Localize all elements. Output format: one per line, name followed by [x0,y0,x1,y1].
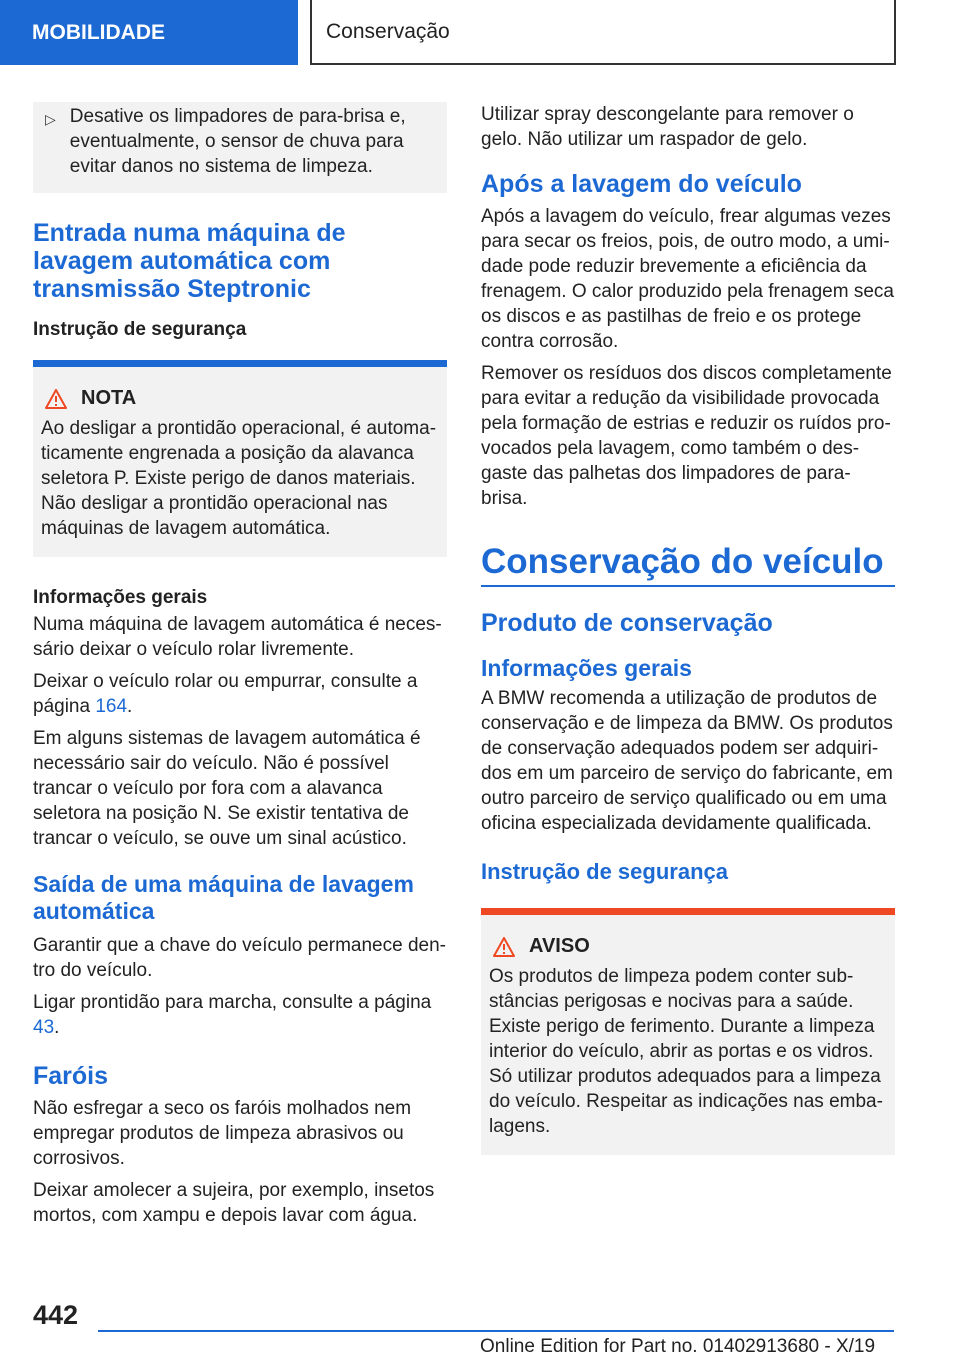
heading-safety: Instrução de segurança [33,319,247,340]
paragraph: Deixar o veículo rolar ou empurrar, consulte a página 164. [33,671,418,717]
paragraph: Remover os resíduos dos discos completamente para evitar a redução da visibilidade provocada pela formação de estrias e reduzir os ruídos provocados pela lavagem, como também o desgaste das palhetas dos limpadores de para-brisa. [481,363,892,509]
heading-vehicle-conservation: Conservação do veículo [481,541,895,587]
heading-general: Informações gerais [481,655,692,681]
warning-title: AVISO [489,935,887,958]
warning-triangle-icon [493,937,515,957]
heading-product: Produto de conservação [481,609,773,637]
warning-text: Os produtos de limpeza podem conter substâncias perigosas e nocivas para a saúde. Existe perigo de ferimento. Durante a limpeza interior do veículo, abrir as portas e os vidros. Só utilizar produtos adequados para a limpeza do veículo. Respeitar as indicações nas embalagens. [489,966,883,1137]
page-reference-link[interactable]: 43 [33,1017,55,1038]
page-number: 442 [33,1300,79,1330]
paragraph: Ligar prontidão para marcha, consulte a página 43. [33,992,432,1038]
heading-lights: Faróis [33,1062,109,1090]
note-title: NOTA [41,387,439,410]
left-column [33,102,447,1235]
footer-divider [98,1330,894,1332]
paragraph: Garantir que a chave do veículo permanece dentro do veículo. [33,935,446,981]
note-text: Ao desligar a prontidão operacional, é automaticamente engrenada a posição da alavanca seletora P. Existe perigo de danos materiais. Não desligar a prontidão operacional nas máquinas de lavagem automática. [41,418,437,539]
triangle-bullet-icon: ▷ [45,111,56,127]
paragraph: Não esfregar a seco os faróis molhados nem empregar produtos de limpeza abrasivos ou corrosivos. [33,1098,412,1169]
bullet-text: Desative os limpadores de para-brisa e, eventualmente, o sensor de chuva para evitar danos no sistema de limpeza. [69,106,406,177]
heading-car-wash: Entrada numa máquina de lavagem automática com transmissão Steptronic [33,219,346,303]
note-box [33,360,447,557]
bullet-note [33,102,447,193]
warning-triangle-icon [45,389,67,409]
heading-after-wash: Após a lavagem do veículo [481,170,802,198]
right-column [481,102,895,1183]
footer-edition: Online Edition for Part no. 01402913680 - X/19 [480,1336,876,1357]
header-section: MOBILIDADE [0,0,298,65]
paragraph: A BMW recomenda a utilização de produtos de conservação e de limpeza da BMW. Os produtos de conservação adequados podem ser adquiridos em um parceiro de serviço do fabricante, em outro parceiro de serviço qualificado ou em uma oficina especializada devidamente qualificada. [481,688,893,834]
heading-exit: Saída de uma máquina de lavagem automática [33,871,414,924]
warning-box [481,908,895,1155]
page-reference-link[interactable]: 164 [95,696,128,717]
heading-safety: Instrução de segurança [481,859,728,884]
paragraph: Numa máquina de lavagem automática é necessário deixar o veículo rolar livremente. [33,614,442,660]
paragraph: Após a lavagem do veículo, frear algumas vezes para secar os freios, pois, de outro modo, a umidade pode reduzir brevemente a eficiência da frenagem. O calor produzido pela frenagem seca os discos e as pastilhas de freio e os protege contra corrosão. [481,206,894,352]
paragraph: Deixar amolecer a sujeira, por exemplo, insetos mortos, com xampu e depois lavar com água. [33,1180,435,1226]
heading-general: Informações gerais [33,587,208,608]
paragraph: Utilizar spray descongelante para remover o gelo. Não utilizar um raspador de gelo. [481,104,854,150]
header-chapter: Conservação [310,0,896,65]
paragraph: Em alguns sistemas de lavagem automática é necessário sair do veículo. Não é possível trancar o veículo por fora com a alavanca seletora na posição N. Se existir tentativa de trancar o veículo, se ouve um sinal acústico. [33,728,421,849]
